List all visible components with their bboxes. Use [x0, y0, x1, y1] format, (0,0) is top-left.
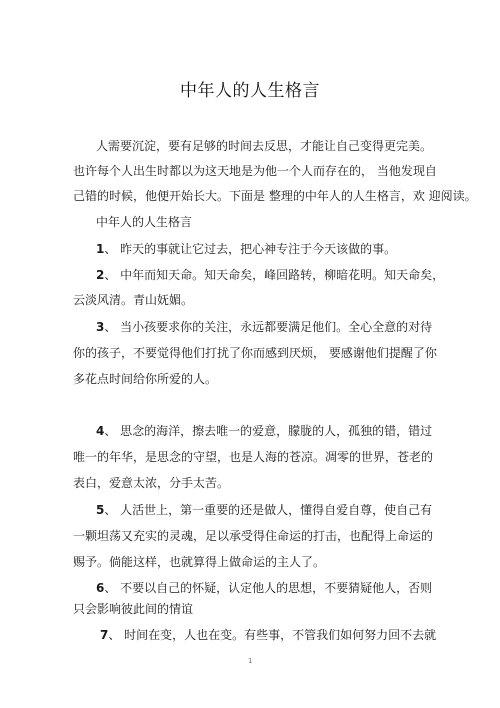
intro-line-1: 人需要沉淀，要有足够的时间去反思，才能让自己变得更完美。	[96, 139, 433, 153]
list-item-5-cont-2: 赐予。倘能这样，也就算得上做命运的主人了。	[73, 555, 326, 569]
item-text: 、 当小孩要求你的关注，永远都要满足他们。全心全意的对待	[104, 320, 433, 334]
item-number: 7	[100, 628, 109, 642]
list-item-5-cont-1: 一颗坦荡又充实的灵魂，足以承受得住命运的打击，也配得上命运的	[73, 529, 434, 543]
item-text: 、 昨天的事就让它过去，把心神专注于今天该做的事。	[104, 242, 397, 256]
section-subtitle: 中年人的人生格言	[96, 215, 193, 229]
item-number: 4	[96, 424, 105, 438]
list-item-2-cont: 云淡风清。青山妩媚。	[73, 293, 194, 307]
list-item-3-cont-2: 多花点时间给你所爱的人。	[73, 372, 218, 386]
intro-line-2: 也许每个人出生时都以为这天地是为他一个人而存在的， 当他发现自	[73, 164, 437, 178]
page-title: 中年人的人生格言	[180, 81, 320, 101]
item-number: 1	[96, 242, 105, 256]
list-item-3	[96, 320, 432, 334]
item-text: 、 人活世上，第一重要的还是做人，懂得自爱自尊，使自己有	[104, 503, 433, 517]
item-text: 、 思念的海洋，擦去唯一的爱意，朦胧的人，孤独的错，错过	[104, 424, 433, 438]
list-item-7	[100, 628, 436, 642]
item-number: 2	[96, 268, 105, 282]
list-item-3-cont-1: 你的孩子，不要觉得他们打扰了你而感到厌烦， 要感谢他们提醒了你	[73, 346, 437, 360]
item-number: 6	[96, 581, 105, 595]
list-item-4	[96, 424, 432, 438]
list-item-4-cont-2: 表白，爱意太浓，分手太苦。	[73, 476, 230, 490]
intro-line-3: 己错的时候，他便开始长大。下面是 整理的中年人的人生格言，欢 迎阅读。	[73, 189, 477, 203]
item-number: 5	[96, 503, 105, 517]
page-number: 1	[248, 657, 253, 665]
list-item-6-cont: 只会影响彼此间的情谊	[73, 602, 194, 616]
list-item-2	[96, 268, 444, 282]
item-number: 3	[96, 320, 105, 334]
list-item-4-cont-1: 唯一的年华，是思念的守望，也是人海的苍凉。凋零的世界，苍老的	[73, 450, 434, 464]
list-item-1	[96, 242, 396, 256]
list-item-6	[96, 581, 432, 595]
item-text: 、 不要以自己的怀疑，认定他人的思想，不要猜疑他人，否则	[104, 581, 433, 595]
list-item-5	[96, 503, 432, 517]
item-text: 、 时间在变，人也在变。有些事，不管我们如何努力回不去就	[108, 628, 437, 642]
item-text: 、 中年而知天命。知天命矣，峰回路转，柳暗花明。知天命矣，	[104, 268, 445, 282]
